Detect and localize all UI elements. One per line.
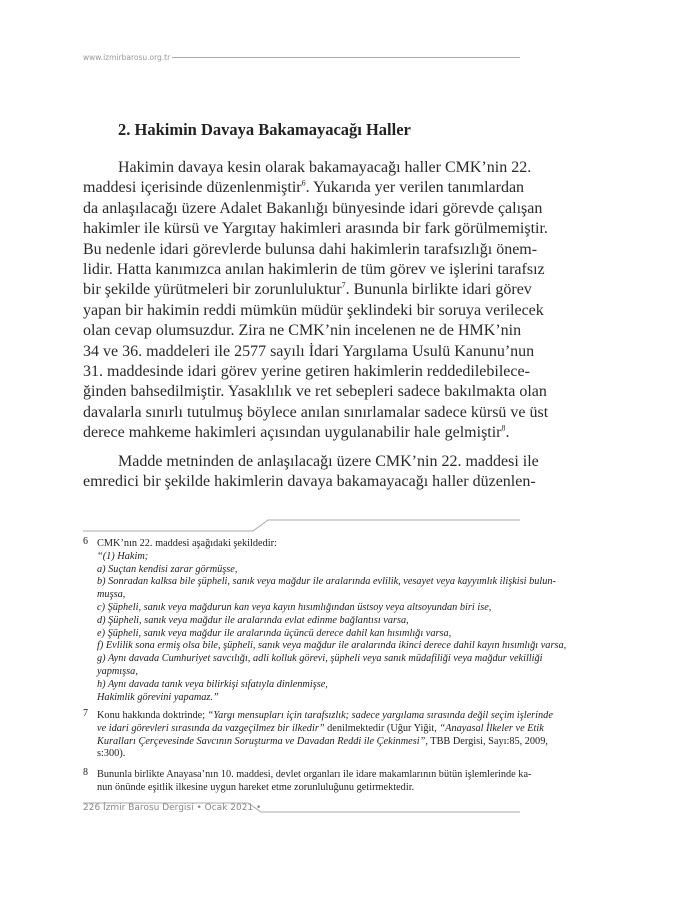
text-line: Hakimin davaya kesin olarak bakamayacağı haller CMK’nin 22. — [118, 159, 532, 176]
text-line: Bu nedenle idari görevlerde bulunsa dahi hakimlerin tarafsızlığı önem- — [83, 240, 538, 258]
footnote-6: 6 CMK’nın 22. maddesi aşağıdaki şekildedir: “(1) Hakim; a) Suçtan kendisi zarar görmüşse, b) Sonradan kalksa bile şüpheli, sanık veya mağdur ile aralarında evlilik, vesayet veya kayyımlık ilişkisi bulun- muşsa, c) Şüpheli, sanık veya mağdurun kan veya kayın hısımlığından üstsoy veya altsoyundan biri ise, d) Şüpheli, sanık veya mağdur ile aralarında evlat edinme bağlantısı varsa, e) Şüpheli, sanık veya mağdur ile aralarında üçüncü derece dahil kan hısımlığı varsa, f) Evlilik sona ermiş olsa bile, şüpheli, sanık veya mağdur ile aralarında ikinci derece dahil kayın hısımlığı varsa, g) Aynı davada Cumhuriyet savcılığı, adli kolluk görevi, şüpheli veya sanık müdafiliği veya mağdur vekilliği yapmışsa, h) Aynı davada tanık veya bilirkişi sıfatıyla dinlenmişse, Hakimlik görevini yapamaz.” — [83, 536, 567, 703]
text-line: hakimler ile kürsü ve Yargıtay hakimleri arasında bir fark görülmemiştir. — [83, 220, 548, 238]
footnote-ref[interactable]: 8 — [501, 423, 506, 433]
text-line: ğinden bahsedilmiştir. Yasaklılık ve ret sebepleri sadece bakılmakta olan — [83, 383, 547, 401]
footnote-7: 7 Konu hakkında doktrinde; “Yargı mensupları için tarafsızlık; sadece yargılama sırasında değil seçim işlerinde ve idari görevleri sırasında da vazgeçilmez bir ilkedir” denilmektedir (Uğur Yiğit, “Anayasal İlkeler ve Etik Kuralları Çerçevesinde Savcının Soruşturma ve Davadan Reddi ile Çekinmesi”, TBB Dergisi, Sayı:85, 2009, s:300). — [83, 708, 553, 760]
paragraph-2 — [83, 452, 539, 493]
paragraph-1 — [83, 158, 549, 444]
text-line: yapan bir hakimin reddi mümkün müdür şeklindeki bir soruya verilecek — [83, 301, 544, 319]
text-line: olan cevap olumsuzdur. Zira ne CMK’nin incelenen ne de HMK’nin — [83, 322, 522, 340]
footnote-line: h) Aynı davada tanık veya bilirkişi sıfatıyla dinlenmişse, — [97, 678, 328, 690]
footnote-line: muşsa, — [97, 589, 126, 601]
page-footer — [83, 802, 520, 816]
text-line: lidir. Hatta kanımızca anılan hakimlerin de tüm görev ve işlerini tarafsız — [83, 261, 545, 279]
text-line: davalarla sınırlı tutulmuş böylece anılan sınırlamalar sadece kürsü ve üst — [83, 403, 549, 421]
text-line: bir şekilde yürütmeleri bir zorunluluktur$^7$. Bununla birlikte idari görev — [83, 281, 532, 299]
footnote-separator — [83, 518, 520, 532]
footnote-line: yapmışsa, — [97, 665, 138, 677]
text-line: da anlaşılacağı üzere Adalet Bakanlığı bünyesinde idari görevde çalışan — [83, 199, 543, 217]
page-header — [83, 53, 520, 62]
footnote-line: Hakimlik görevini yapamaz.” — [97, 691, 219, 703]
footnote-line: g) Aynı davada Cumhuriyet savcılığı, adli kolluk görevi, şüpheli veya sanık müdafiliği veya mağdur vekilliği — [97, 653, 543, 665]
text-line: 31. maddesinde idari görev yerine getiren hakimlerin reddedilebilece- — [83, 363, 530, 381]
header-rule — [172, 57, 520, 58]
footer-text: 226 İzmir Barosu Dergisi • Ocak 2021 • — [83, 803, 262, 813]
footnote-ref[interactable]: 6 — [301, 179, 306, 189]
footnote-line: b) Sonradan kalksa bile şüpheli, sanık veya mağdur ile aralarında evlilik, vesayet veya kayyımlık ilişkisi bulun- — [97, 576, 556, 588]
text-line: derece mahkeme hakimleri açısından uygulanabilir hale gelmiştir$^8$. — [83, 423, 510, 442]
footnote-line: f) Evlilik sona ermiş olsa bile, şüpheli, sanık veya mağdur ile aralarında ikinci derece dahil kayın hısımlığı varsa, — [97, 640, 567, 652]
footnote-line: d) Şüpheli, sanık veya mağdur ile aralarında evlat edinme bağlantısı varsa, — [97, 614, 409, 626]
footnote-line: “(1) Hakim; — [97, 550, 149, 562]
header-url: www.izmirbarosu.org.tr — [83, 53, 171, 62]
footnote-line: c) Şüpheli, sanık veya mağdurun kan veya kayın hısımlığından üstsoy veya altsoyundan biri ise, — [97, 601, 492, 613]
text-line: Madde metninden de anlaşılacağı üzere CMK’nin 22. maddesi ile — [118, 453, 539, 470]
footnote-ref[interactable]: 7 — [341, 281, 346, 291]
footnote-8: 8 Bununla birlikte Anayasa’nın 10. maddesi, devlet organları ile idare makamlarının bütün işlemlerinde ka- nun önünde eşitlik ilkesine uygun hareket etme zorunluluğunu getirmektedir. — [83, 767, 532, 793]
text-line: maddesi içerisinde düzenlenmiştir$^6$. Yukarıda yer verilen tanımlardan — [83, 179, 525, 197]
section-title: 2. Hakimin Davaya Bakamayacağı Haller — [118, 120, 411, 139]
footnote-6-intro: CMK’nın 22. maddesi aşağıdaki şekildedir: — [97, 538, 277, 549]
footnote-line: a) Suçtan kendisi zarar görmüşse, — [97, 563, 238, 575]
text-line: emredici bir şekilde hakimlerin davaya bakamayacağı haller düzenlen- — [83, 473, 536, 491]
text-line: 34 ve 36. maddeleri ile 2577 sayılı İdari Yargılama Usulü Kanunu’nun — [83, 342, 535, 360]
footnote-line: e) Şüpheli, sanık veya mağdur ile aralarında üçüncü derece dahil kan hısımlığı varsa, — [97, 627, 452, 639]
